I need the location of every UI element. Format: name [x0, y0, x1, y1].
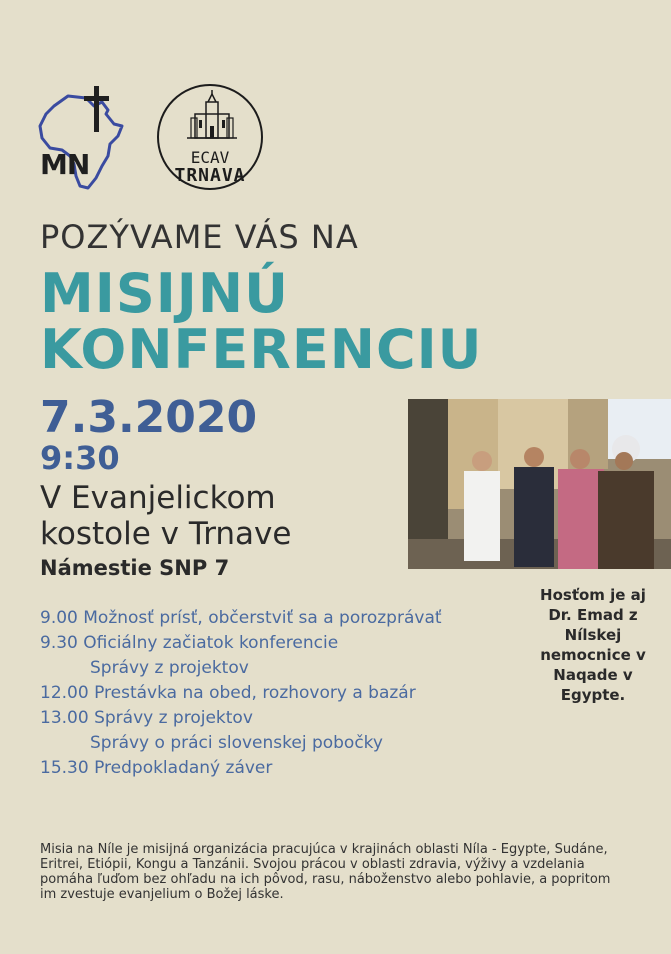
- schedule-time: 9.30: [40, 633, 78, 653]
- schedule-text: Predpokladaný záver: [94, 758, 273, 778]
- schedule-time: 13.00: [40, 708, 89, 728]
- schedule-item: [40, 606, 510, 631]
- title-line-2: KONFERENCIU: [40, 318, 483, 381]
- guest-note: Hosťom je aj Dr. Emad z Nílskej nemocnice v Naqade v Egypte.: [540, 586, 646, 704]
- schedule-list: [40, 606, 510, 781]
- church-icon: [159, 90, 265, 150]
- schedule-item: [40, 706, 510, 731]
- schedule-item: [40, 731, 510, 756]
- conference-title: [40, 262, 483, 381]
- venue-line-1: V Evanjelickom: [40, 480, 276, 516]
- event-venue: [40, 480, 291, 552]
- schedule-text: Oficiálny začiatok konferencie: [83, 633, 339, 653]
- ecav-logo-line1: ECAV: [190, 148, 230, 167]
- schedule-time: 15.30: [40, 758, 89, 778]
- guest-photo: [408, 399, 671, 569]
- schedule-text: Správy z projektov: [94, 708, 253, 728]
- mn-logo-text: MN: [40, 148, 90, 181]
- event-address: Námestie SNP 7: [40, 556, 230, 580]
- ecav-logo-line2: TRNAVA: [174, 165, 246, 186]
- schedule-text: Správy z projektov: [90, 658, 249, 678]
- ecav-logo-text: [157, 149, 263, 185]
- venue-line-2: kostole v Trnave: [40, 516, 292, 552]
- schedule-item: [40, 681, 510, 706]
- schedule-text: Možnosť prísť, občerstviť sa a porozprávať: [83, 608, 442, 628]
- schedule-text: Prestávka na obed, rozhovory a bazár: [94, 683, 416, 703]
- schedule-item: [40, 631, 510, 656]
- schedule-time: 12.00: [40, 683, 89, 703]
- schedule-item: [40, 756, 510, 781]
- title-line-1: MISIJNÚ: [40, 262, 289, 325]
- event-time: 9:30: [40, 439, 120, 477]
- schedule-time: 9.00: [40, 608, 78, 628]
- schedule-text: Správy o práci slovenskej pobočky: [90, 733, 383, 753]
- invite-heading: POZÝVAME VÁS NA: [40, 218, 359, 256]
- organization-description: Misia na Níle je misijná organizácia pracujúca v krajinách oblasti Níla - Egypte, Sudáne, Eritrei, Etiópii, Kongu a Tanzánii. Svojou prácou v oblasti zdravia, výživy a vzdelania pomáha ľuďom bez ohľadu na ich pôvod, rasu, náboženstvo alebo pohlavie, a popritom im zvestuje evanjelium o Božej láske.: [40, 842, 611, 902]
- event-date: 7.3.2020: [40, 392, 258, 443]
- schedule-item: [40, 656, 510, 681]
